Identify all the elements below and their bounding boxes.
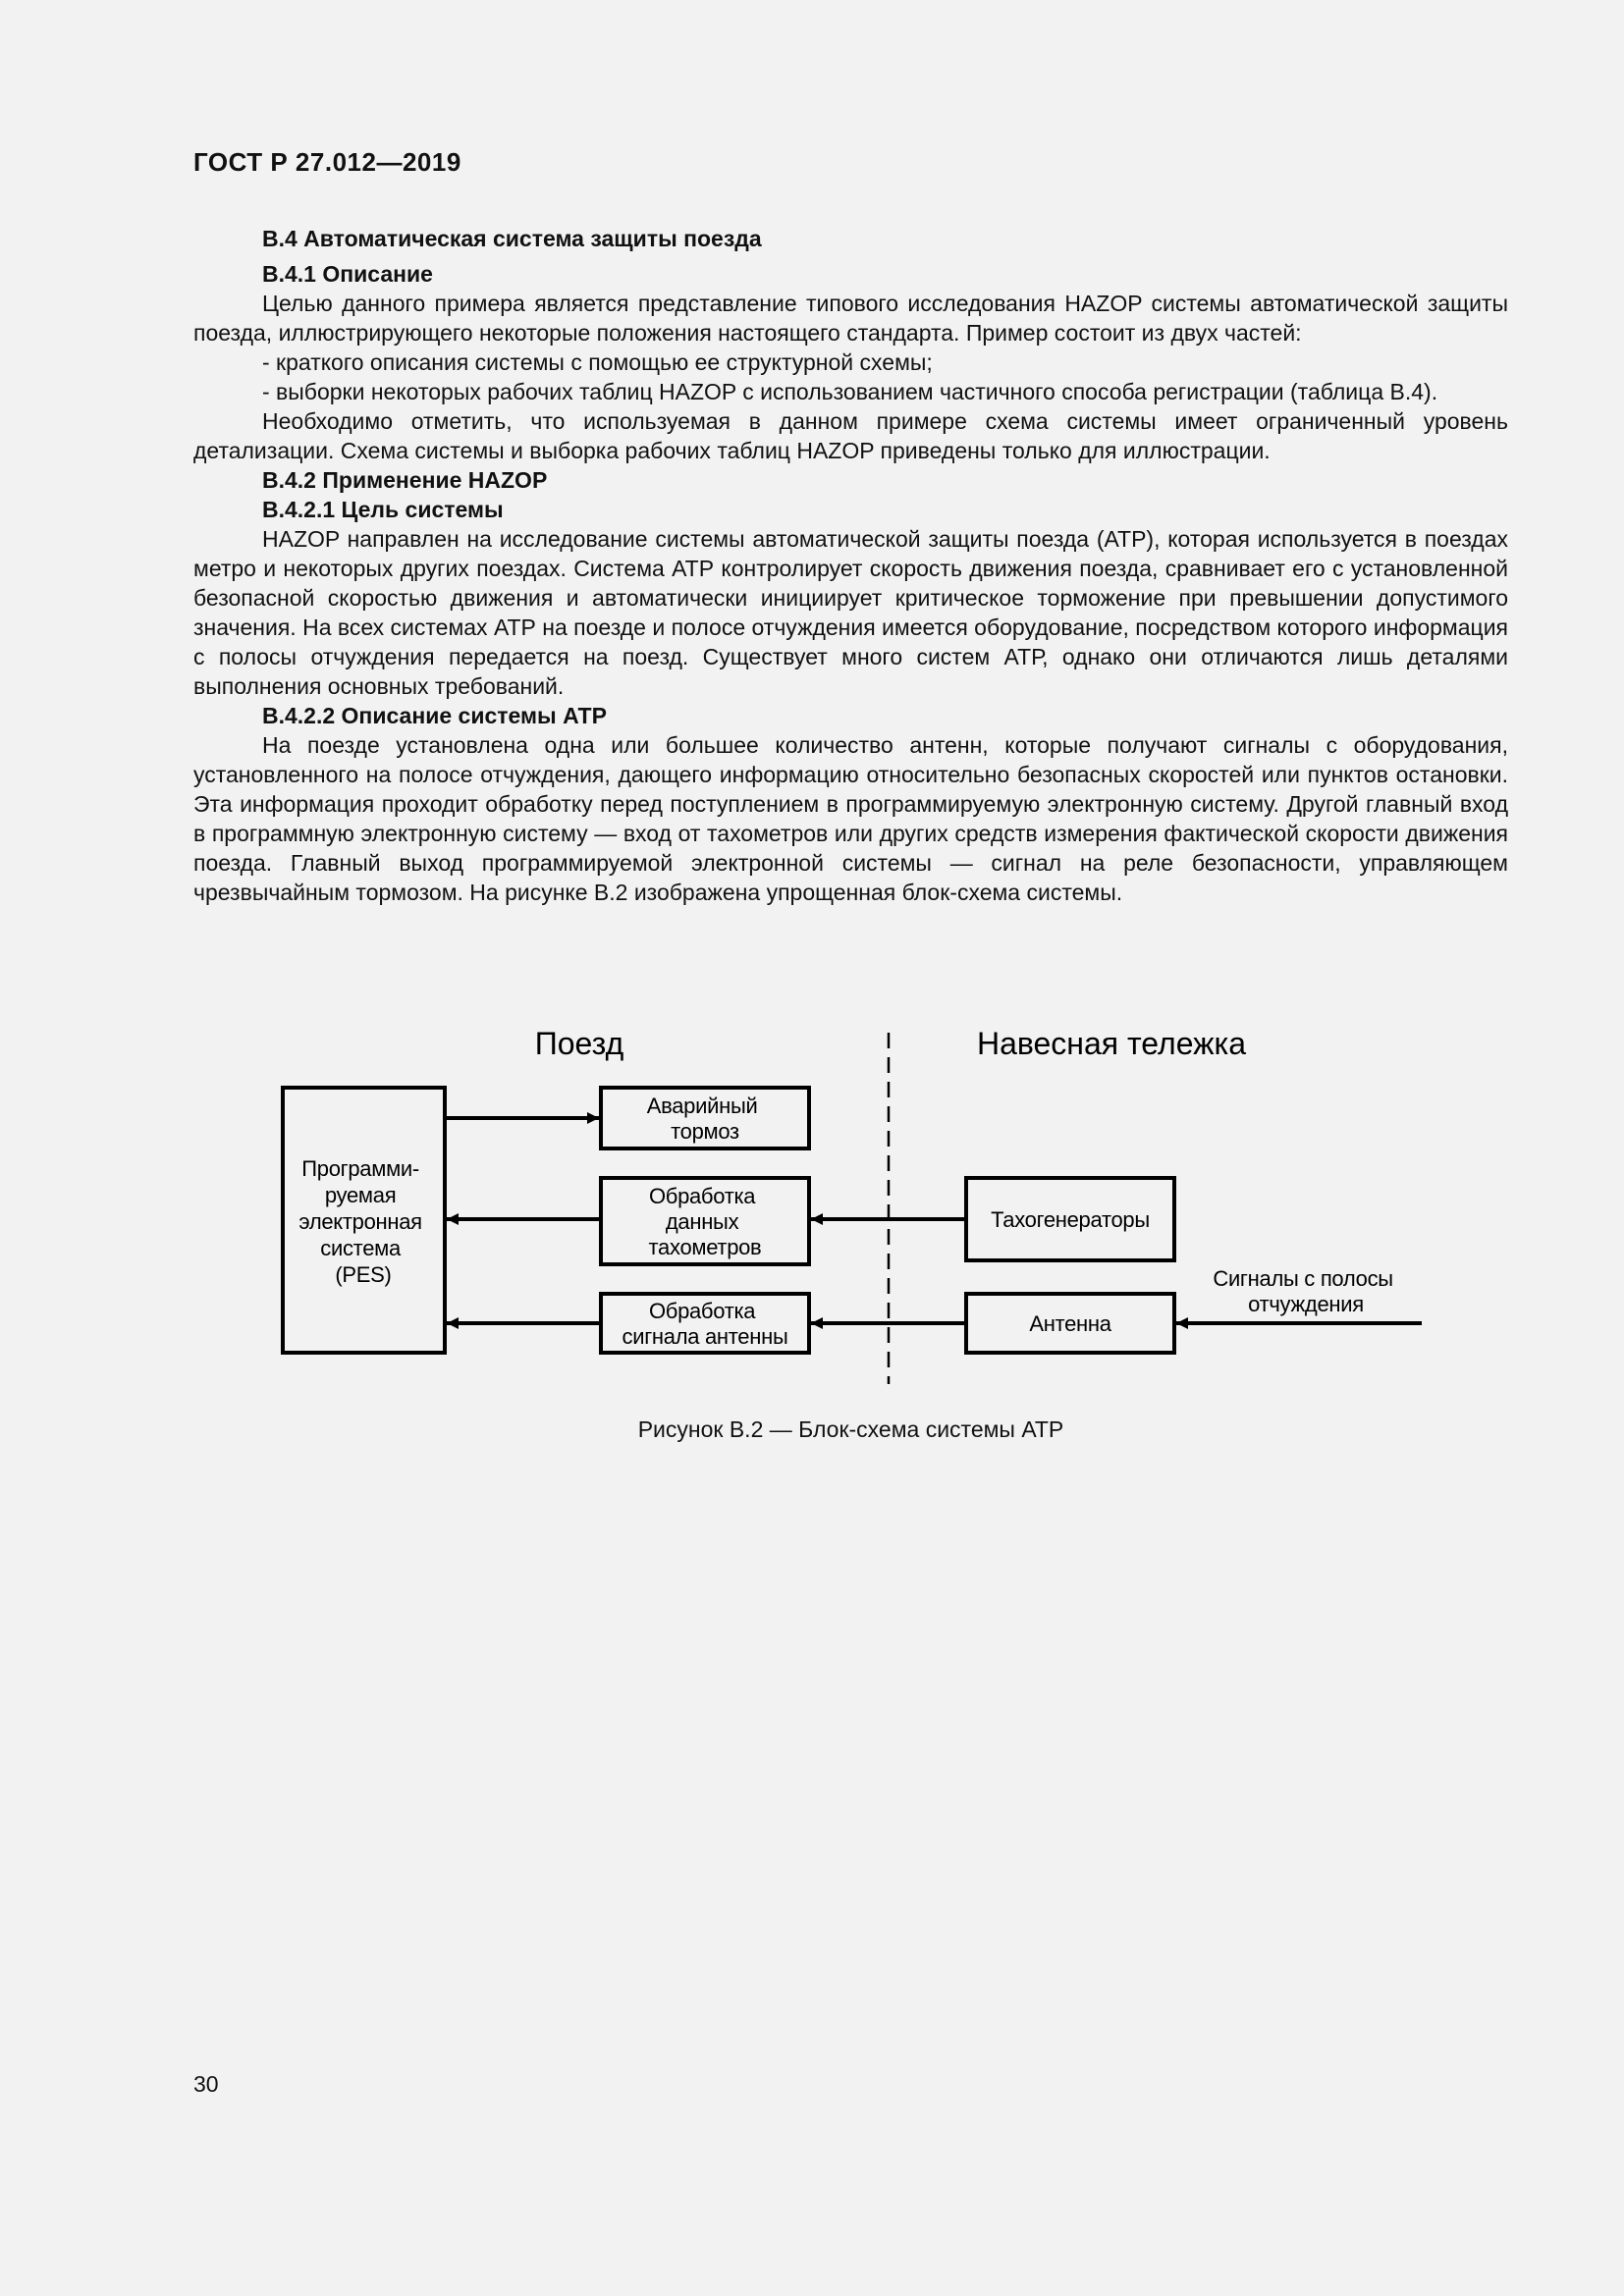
subsection-title-description: В.4.1 Описание: [262, 261, 433, 287]
antenna-processing-label: Обработка сигнала антенны: [622, 1299, 788, 1349]
paragraph: На поезде установлена одна или большее количество антенн, которые получают сигналы с оборудования, установленного на полосе отчуждения, дающего информацию относительно безопасных скоростей или пунктов остановки. Эта информация проходит обработку перед поступлением в программируемую электронную систему. Другой главный вход в программную электронную систему — вход от тахометров или других средств измерения фактической скорости движения поезда. Главный выход программируемой электронной системы — сигнал на реле безопасности, управляющем чрезвычайным тормозом. На рисунке В.2 изображена упрощенная блок-схема системы.: [193, 732, 1508, 905]
paragraph: Необходимо отметить, что используемая в данном примере схема системы имеет ограниченный уровень детализации. Схема системы и выборка рабочих таблиц HAZOP приведены только для иллюстрации.: [193, 408, 1508, 463]
figure-caption: Рисунок В.2 — Блок-схема системы АТР: [637, 1416, 1064, 1442]
track-signals-label: Сигналы с полосы отчуждения: [1213, 1266, 1393, 1316]
paragraph: Целью данного примера является представление типового исследования HAZOP системы автоматической защиты поезда, иллюстрирующего некоторые положения настоящего стандарта. Пример состоит из двух частей:: [193, 291, 1508, 346]
list-item: - выборки некоторых рабочих таблиц HAZOP с использованием частичного способа регистрации (таблица В.4).: [262, 379, 1438, 404]
list-item: - краткого описания системы с помощью ее структурной схемы;: [262, 349, 933, 375]
tacho-processing-label: Обработка данных тахометров: [648, 1184, 762, 1259]
paragraph: HAZOP направлен на исследование системы автоматической защиты поезда (АТР), которая используется в поездах метро и некоторых других поездах. Система АТР контролирует скорость движения поезда, сравнивает его с установленной безопасной скоростью движения и автоматически инициирует критическое торможение при превышении допустимого значения. На всех системах АТР на поезде и полосе отчуждения имеется оборудование, посредством которого информация с полосы отчуждения передается на поезд. Существует много систем АТР, однако они отличаются лишь деталями выполнения основных требований.: [193, 526, 1508, 699]
block-diagram: [265, 1011, 1443, 1404]
emergency-brake-label: Аварийный тормоз: [646, 1094, 758, 1144]
document-code: ГОСТ Р 27.012—2019: [193, 147, 461, 177]
antenna-label: Антенна: [1029, 1311, 1111, 1336]
tachogenerators-label: Тахогенераторы: [991, 1207, 1150, 1232]
trackside-column-label: Навесная тележка: [976, 1026, 1247, 1061]
subsection-title-hazop: В.4.2 Применение HAZOP: [262, 467, 548, 493]
train-column-label: Поезд: [534, 1026, 624, 1061]
section-title: В.4 Автоматическая система защиты поезда: [262, 226, 762, 251]
section-content: [193, 224, 1508, 907]
subsection-title-purpose: В.4.2.1 Цель системы: [262, 497, 504, 522]
page-number: 30: [193, 2071, 219, 2097]
pes-label: Программи- руемая электронная система (PES): [298, 1156, 422, 1287]
subsection-title-atp: В.4.2.2 Описание системы АТР: [262, 703, 607, 728]
